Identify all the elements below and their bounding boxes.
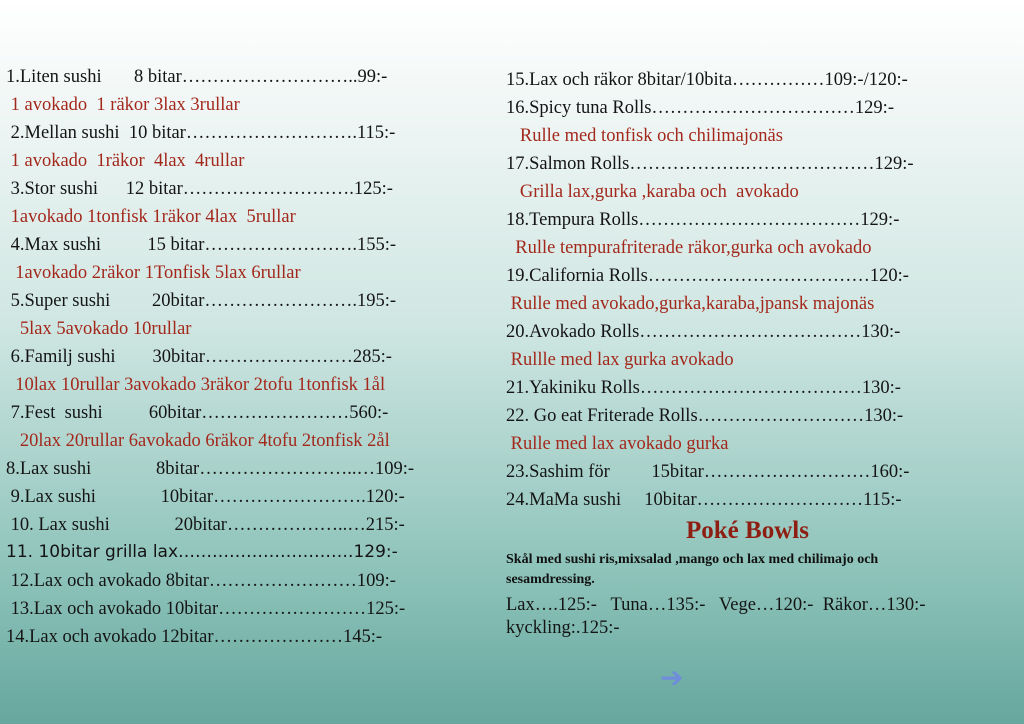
menu-item-24: 24.MaMa sushi 10bitar………………………115:- bbox=[506, 490, 902, 510]
menu-item-2-description: 1 avokado 1räkor 4lax 4rullar bbox=[6, 151, 245, 171]
menu-item-2: 2.Mellan sushi 10 bitar……………………….115:- bbox=[6, 123, 396, 143]
menu-item-22: 22. Go eat Friterade Rolls………………………130:- bbox=[506, 406, 904, 426]
poke-bowls-prices-line-2: kyckling:.125:- bbox=[506, 618, 620, 638]
menu-item-6: 6.Familj sushi 30bitar……………………285:- bbox=[6, 347, 392, 367]
menu-item-3-description: 1avokado 1tonfisk 1räkor 4lax 5rullar bbox=[6, 207, 296, 227]
poke-bowls-prices-line-1: Lax….125:- Tuna…135:- Vege…120:- Räkor…130:- bbox=[506, 595, 926, 615]
menu-item-13: 13.Lax och avokado 10bitar……………………125:- bbox=[6, 599, 406, 619]
menu-item-4-description: 1avokado 2räkor 1Tonfisk 5lax 6rullar bbox=[6, 263, 301, 283]
menu-item-15: 15.Lax och räkor 8bitar/10bita……………109:-/120:- bbox=[506, 70, 908, 90]
menu-item-9: 9.Lax sushi 10bitar…………………….120:- bbox=[6, 487, 405, 507]
menu-item-20: 20.Avokado Rolls………………………………130:- bbox=[506, 322, 901, 342]
menu-item-23: 23.Sashim för 15bitar………………………160:- bbox=[506, 462, 910, 482]
menu-item-7-description: 20lax 20rullar 6avokado 6räkor 4tofu 2tonfisk 2ål bbox=[6, 431, 390, 451]
menu-item-19-description: Rulle med avokado,gurka,karaba,jpansk majonäs bbox=[506, 294, 875, 314]
menu-item-11: 11. 10bitar grilla lax………………………….129:- bbox=[6, 542, 398, 562]
menu-item-16: 16.Spicy tuna Rolls……………………………129:- bbox=[506, 98, 894, 118]
menu-item-5: 5.Super sushi 20bitar…………………….195:- bbox=[6, 291, 397, 311]
poke-bowls-note-line-1: Skål med sushi ris,mixsalad ,mango och lax med chilimajo och bbox=[506, 552, 879, 567]
poke-bowls-note-line-2: sesamdressing. bbox=[506, 572, 595, 587]
menu-item-1-description: 1 avokado 1 räkor 3lax 3rullar bbox=[6, 95, 240, 115]
menu-item-4: 4.Max sushi 15 bitar…………………….155:- bbox=[6, 235, 397, 255]
menu-item-18-description: Rulle tempurafriterade räkor,gurka och avokado bbox=[506, 238, 872, 258]
menu-item-7: 7.Fest sushi 60bitar……………………560:- bbox=[6, 403, 389, 423]
menu-item-5-description: 5lax 5avokado 10rullar bbox=[6, 319, 192, 339]
menu-item-17: 17.Salmon Rolls……………….…………………129:- bbox=[506, 154, 914, 174]
right-arrow-icon[interactable]: ➔ bbox=[660, 661, 684, 694]
menu-item-3: 3.Stor sushi 12 bitar……………………….125:- bbox=[6, 179, 393, 199]
menu-item-22-description: Rulle med lax avokado gurka bbox=[506, 434, 729, 454]
menu-item-16-description: Rulle med tonfisk och chilimajonäs bbox=[506, 126, 783, 146]
poke-bowls-heading: Poké Bowls bbox=[686, 517, 809, 544]
menu-item-14: 14.Lax och avokado 12bitar…………………145:- bbox=[6, 627, 383, 647]
menu-item-10: 10. Lax sushi 20bitar………………..…215:- bbox=[6, 515, 405, 535]
menu-item-18: 18.Tempura Rolls………………………………129:- bbox=[506, 210, 900, 230]
menu-item-1: 1.Liten sushi 8 bitar………………………..99:- bbox=[6, 67, 388, 87]
menu-item-20-description: Rullle med lax gurka avokado bbox=[506, 350, 734, 370]
menu-item-8: 8.Lax sushi 8bitar……………………..…109:- bbox=[6, 459, 415, 479]
menu-item-21: 21.Yakiniku Rolls………………………………130:- bbox=[506, 378, 901, 398]
menu-item-6-description: 10lax 10rullar 3avokado 3räkor 2tofu 1tonfisk 1ål bbox=[6, 375, 386, 395]
menu-item-12: 12.Lax och avokado 8bitar……………………109:- bbox=[6, 571, 396, 591]
menu-item-19: 19.California Rolls………………………………120:- bbox=[506, 266, 909, 286]
menu-item-17-description: Grilla lax,gurka ,karaba och avokado bbox=[506, 182, 799, 202]
